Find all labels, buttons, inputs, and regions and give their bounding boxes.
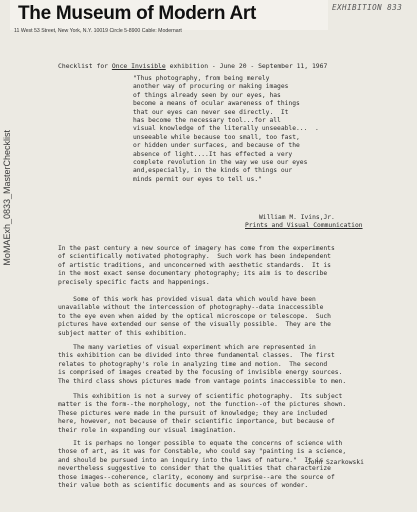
- paragraph-line: This exhibition is not a survey of scientific photography. Its subject: [58, 393, 343, 400]
- quote-source: Prints and Visual Communication: [245, 222, 363, 230]
- quote-line: and,especially, in the kinds of things our: [133, 167, 293, 175]
- quote-line: of things already seen by our eyes, has: [133, 91, 281, 99]
- quote-line: has become the necessary tool...for all: [133, 117, 281, 125]
- paragraph-line: subject matter of this exhibition.: [58, 329, 187, 337]
- paragraph-line: is comprised of images created by the focusing of invisible energy sources.: [58, 369, 343, 377]
- paragraph: [58, 245, 335, 287]
- paragraph-line: those of art, as it was for Constable, who could say "painting is a science,: [58, 448, 347, 456]
- paragraph-line: In the past century a new source of imagery has come from the experiments: [58, 245, 335, 252]
- exhibition-number: EXHIBITION 833: [332, 3, 403, 12]
- signature: John Szarkowski: [307, 459, 364, 466]
- paragraph-line: unavailable without the intercession of photography--data inaccessible: [58, 304, 324, 312]
- title-dates: exhibition - June 20 - September 11, 1967: [165, 62, 328, 70]
- paragraph-line: to the eye even when aided by the optical microscope or telescope. Such: [58, 312, 331, 320]
- quote-line: "Thus photography, from being merely: [133, 75, 270, 82]
- paragraph-line: The third class shows pictures made from vantage points inaccessible to men.: [58, 377, 347, 385]
- paragraph-line: those images--coherence, clarity, economy and surprise--are the source of: [58, 473, 335, 481]
- paragraph-line: nevertheless suggestive to consider that the qualities that characterize: [58, 465, 331, 473]
- paragraph-line: in the most exact sense documentary photography; its aim is to describe: [58, 270, 328, 278]
- paragraph-line: pictures have extended our sense of the visually possible. They are the: [58, 321, 331, 329]
- quote-line: absence of light....It has effected a very: [133, 150, 293, 158]
- ivins-quote: [133, 75, 319, 184]
- quote-attribution: [245, 214, 363, 231]
- exhibition-name: Once Invisible: [111, 62, 166, 70]
- quote-line: unseeable while because too small, too fast,: [133, 133, 300, 141]
- quote-line: minds permit our eyes to tell us.": [133, 175, 262, 183]
- museum-logo: The Museum of Modern Art: [18, 3, 257, 24]
- quote-author: William M. Ivins,Jr.: [259, 214, 335, 221]
- paragraph-line: The many varieties of visual experiment which are represented in: [58, 344, 316, 351]
- paragraph: [58, 393, 346, 435]
- paragraph-line: precisely specific facts and happenings.: [58, 278, 210, 286]
- paragraph-line: These pictures were made in the pursuit of knowledge; they are included: [58, 409, 328, 417]
- museum-address: 11 West 53 Street, New York, N.Y. 10019 Circle 5-8900 Cable: Modernart: [14, 28, 182, 34]
- paragraph-line: their role in expanding our visual imagination.: [58, 426, 237, 434]
- quote-line: another way of procuring or making images: [133, 83, 289, 91]
- paragraph: [58, 344, 346, 386]
- paragraph-line: their value both as scientific documents and as sources of wonder.: [58, 482, 309, 490]
- paragraph-line: matter is the form--the morphology, not the function--of the pictures shown.: [58, 401, 347, 409]
- paragraph: [58, 296, 331, 338]
- paragraph-line: and should be pursued into an inquiry into the laws of nature." It is: [58, 456, 324, 464]
- archive-reference: MoMAExh_0833_MasterChecklist: [2, 130, 12, 266]
- paragraph-line: this exhibition can be divided into three fundamental classes. The first: [58, 352, 335, 360]
- paragraph-line: It is perhaps no longer possible to equate the concerns of science with: [58, 440, 343, 447]
- paragraph-line: of scientifically motivated photography. Such work has been independent: [58, 253, 331, 261]
- paragraph-line: here, however, not because of their scientific importance, but because of: [58, 418, 335, 426]
- quote-line: that our eyes can never see directly. It: [133, 108, 289, 116]
- quote-line: or hidden under surfaces, and because of the: [133, 142, 300, 150]
- quote-line: complete revolution in the way we use our eyes: [133, 159, 308, 167]
- paragraph-line: relates to photography's role in analyzing time and motion. The second: [58, 360, 328, 368]
- paragraph-line: Some of this work has provided visual data which would have been: [58, 296, 316, 303]
- quote-line: become a means of ocular awareness of things: [133, 100, 300, 108]
- paragraph: [58, 440, 346, 490]
- checklist-title: [58, 62, 327, 70]
- quote-line: visual knowledge of the literally unseeable... .: [133, 125, 319, 133]
- paragraph-line: of artistic traditions, and unconcerned with aesthetic standards. It is: [58, 261, 331, 269]
- title-prefix: Checklist for: [58, 62, 112, 70]
